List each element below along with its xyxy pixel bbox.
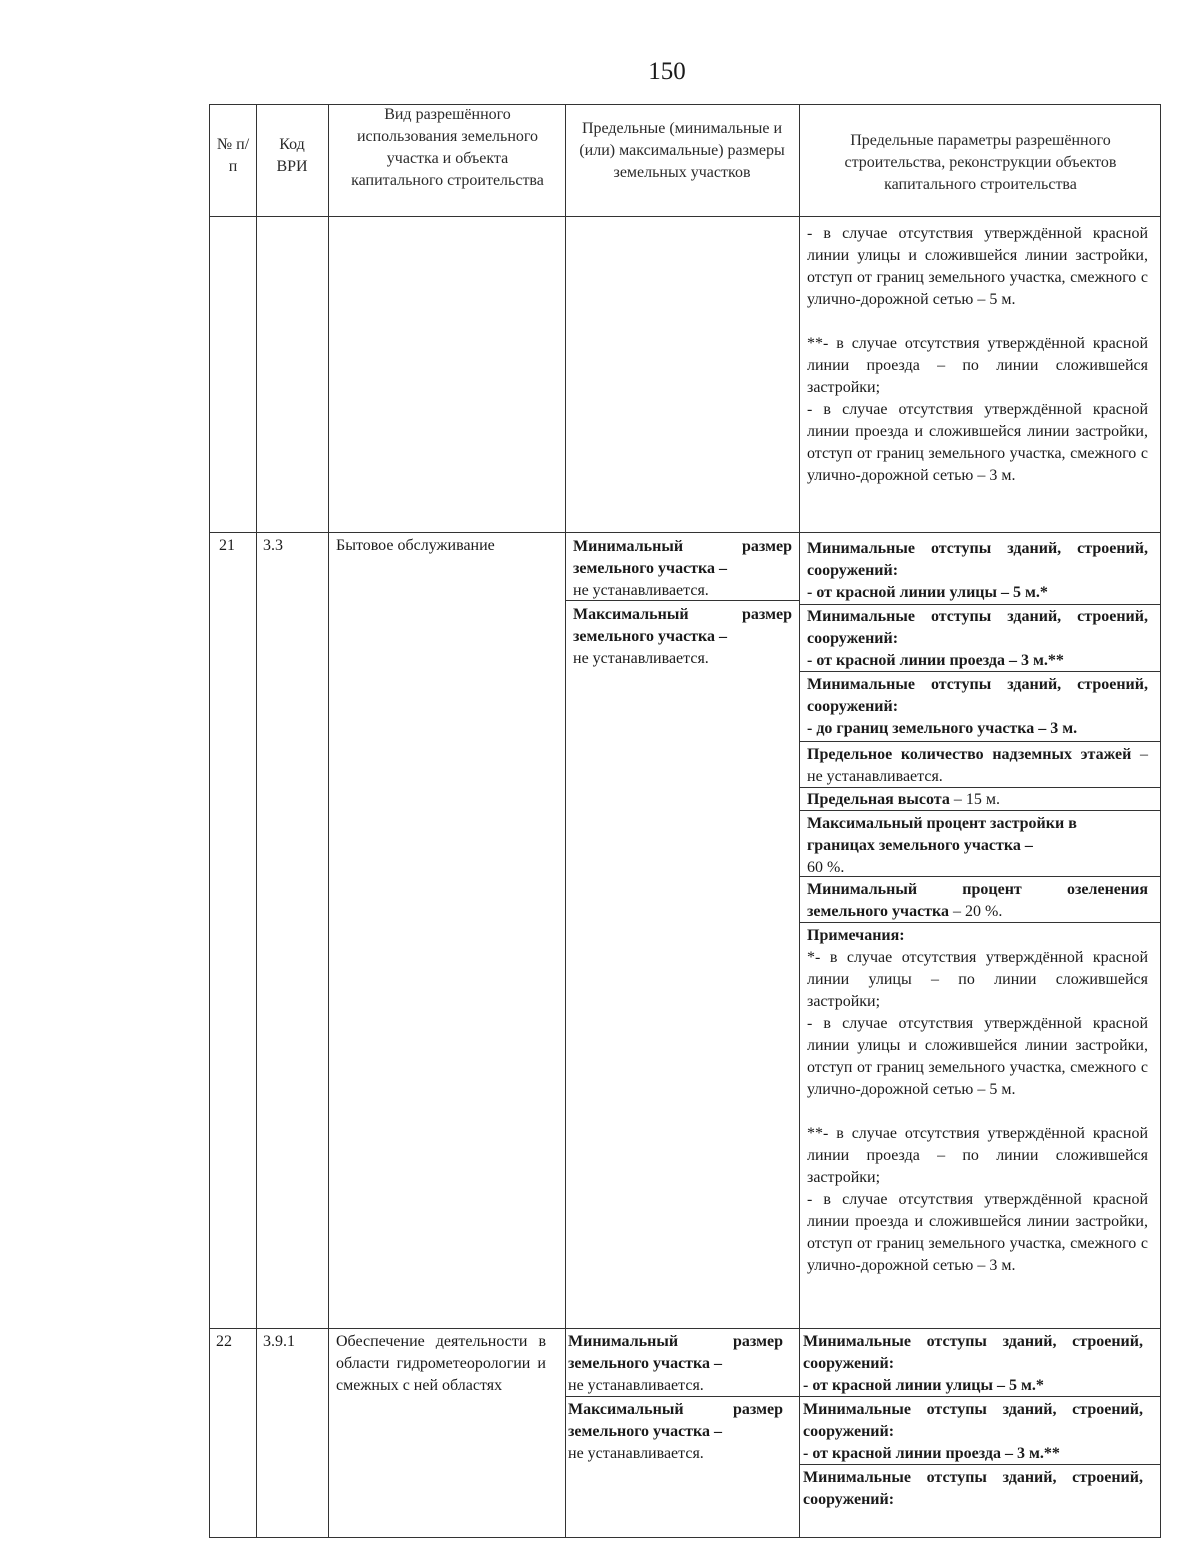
max-size-value: не устанавливается.: [568, 1445, 704, 1462]
row22-use-type: Обеспечение деятельности в области гидрометеорологии и смежных с ней областях: [336, 1333, 546, 1394]
continuation-notes: [807, 223, 1148, 487]
param-label: Максимальный процент застройки в границах земельного участка –: [807, 815, 1077, 854]
row22-min-size: [568, 1331, 783, 1397]
param-label: Минимальные отступы зданий, строений, сооружений:: [803, 1333, 1143, 1372]
param-value: - от красной линии улицы – 5 м.*: [803, 1377, 1044, 1394]
row22-top-line: [209, 1328, 1161, 1329]
max-size-label: Максимальный размер земельного участка –: [568, 1401, 783, 1440]
row21-param-height: [807, 789, 1148, 811]
table-border-right: [1160, 104, 1161, 1537]
continuation-line: **- в случае отсутствия утверждённой красной линии проезда – по линии сложившейся застройки;: [807, 335, 1148, 396]
col-divider-3: [565, 104, 566, 1537]
min-size-value: не устанавливается.: [573, 582, 709, 599]
row22-param-setback-street: [803, 1331, 1143, 1397]
row22-param-setback-passage: [803, 1399, 1143, 1465]
min-size-label: Минимальный размер земельного участка –: [573, 538, 792, 577]
param-label: Минимальный процент озеленения земельного участка: [807, 881, 1148, 920]
max-size-value: не устанавливается.: [573, 650, 709, 667]
row21-param-setback-passage: [807, 606, 1148, 672]
continuation-line: - в случае отсутствия утверждённой красной линии улицы и сложившейся линии застройки, отступ от границ земельного участка, смежного с улично-дорожной сетью – 5 м.: [807, 225, 1148, 308]
param-value: - от красной линии проезда – 3 м.**: [807, 652, 1064, 669]
header-use-type: Вид разрешённого использования земельного участка и объекта капитального строительства: [351, 106, 544, 189]
note-line: - в случае отсутствия утверждённой красной линии улицы и сложившейся линии застройки, отступ от границ земельного участка, смежного с улично-дорожной сетью – 5 м.: [807, 1015, 1148, 1098]
row21-min-size: [573, 536, 792, 602]
header-bottom-line: [209, 216, 1161, 217]
row21-param-divider: [799, 604, 1161, 605]
table-border-bottom: [209, 1537, 1161, 1538]
param-value: – 15 м.: [949, 791, 1000, 808]
row22-max-size: [568, 1399, 783, 1465]
param-label: Минимальные отступы зданий, строений, сооружений:: [807, 608, 1148, 647]
param-value: – не устанавливается.: [807, 746, 1148, 785]
page-number: 150: [648, 58, 686, 85]
note-line: - в случае отсутствия утверждённой красной линии проезда и сложившейся линии застройки, отступ от границ земельного участка, смежного с улично-дорожной сетью – 3 м.: [807, 1191, 1148, 1274]
col-divider-1: [256, 104, 257, 1537]
row21-param-greenery: [807, 879, 1148, 923]
param-label: Предельное количество надземных этажей: [807, 746, 1132, 763]
row21-param-divider: [799, 741, 1161, 742]
param-value: - от красной линии проезда – 3 м.**: [803, 1445, 1060, 1462]
param-value: - до границ земельного участка – 3 м.: [807, 720, 1078, 737]
row21-notes: [807, 925, 1148, 1277]
blank-line: [807, 1101, 1148, 1123]
min-size-label: Минимальный размер земельного участка –: [568, 1333, 783, 1372]
row21-param-setback-boundary: [807, 674, 1148, 740]
param-value: – 20 %.: [949, 903, 1003, 920]
blank-line: [807, 311, 1148, 333]
row21-use-type: Бытовое обслуживание: [336, 537, 495, 554]
param-label: Минимальные отступы зданий, строений, сооружений:: [807, 540, 1148, 579]
row21-code: 3.3: [263, 537, 283, 554]
param-label: Предельная высота: [807, 791, 950, 808]
header-code: Код ВРИ: [276, 136, 308, 175]
continuation-line: - в случае отсутствия утверждённой красной линии проезда и сложившейся линии застройки, отступ от границ земельного участка, смежного с улично-дорожной сетью – 3 м.: [807, 401, 1148, 484]
param-label: Минимальные отступы зданий, строений, сооружений:: [803, 1401, 1143, 1440]
row21-num: 21: [219, 537, 235, 554]
table-border-left: [209, 104, 210, 1537]
row21-max-size: [573, 604, 792, 670]
notes-title: Примечания:: [807, 927, 905, 944]
param-label: Минимальные отступы зданий, строений, сооружений:: [807, 676, 1148, 715]
header-num: № п/п: [216, 136, 250, 175]
row21-param-floors: [807, 744, 1148, 788]
header-params: Предельные параметры разрешённого строительства, реконструкции объектов капитального строительства: [844, 132, 1117, 193]
param-label: Минимальные отступы зданий, строений, сооружений:: [803, 1469, 1143, 1508]
row22-param-setback-boundary: [803, 1467, 1143, 1511]
col-divider-4: [799, 104, 800, 1537]
row21-param-coverage: [807, 813, 1148, 879]
param-value: - от красной линии улицы – 5 м.*: [807, 584, 1048, 601]
row22-code: 3.9.1: [263, 1333, 295, 1350]
note-line: *- в случае отсутствия утверждённой красной линии улицы – по линии сложившейся застройки;: [807, 949, 1148, 1010]
row22-num: 22: [216, 1333, 232, 1350]
row21-param-setback-street: [807, 538, 1148, 604]
param-value: 60 %.: [807, 859, 845, 876]
row21-top-line: [209, 532, 1161, 533]
min-size-value: не устанавливается.: [568, 1377, 704, 1394]
col-divider-2: [328, 104, 329, 1537]
max-size-label: Максимальный размер земельного участка –: [573, 606, 792, 645]
header-plot-sizes: Предельные (минимальные и (или) максимальные) размеры земельных участков: [579, 120, 785, 181]
note-line: **- в случае отсутствия утверждённой красной линии проезда – по линии сложившейся застройки;: [807, 1125, 1148, 1186]
